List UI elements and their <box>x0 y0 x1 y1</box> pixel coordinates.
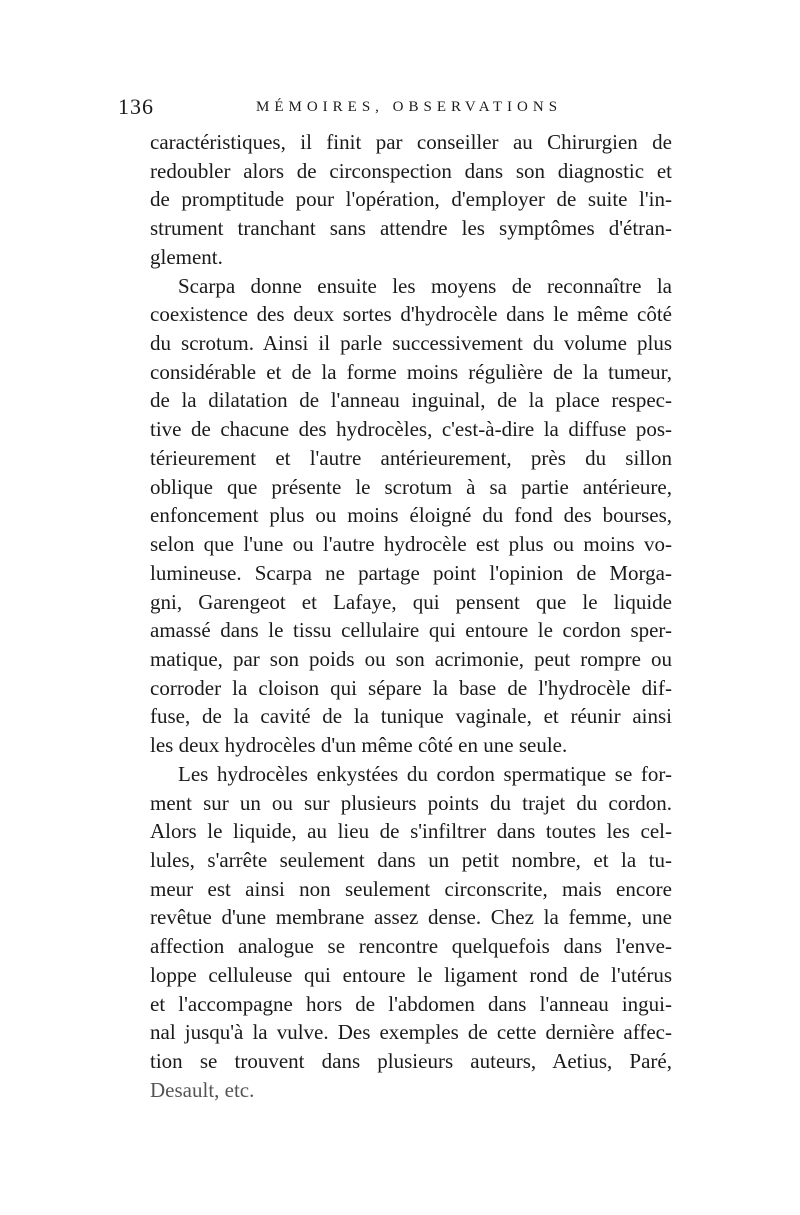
text-line: Desault, etc. <box>150 1077 255 1102</box>
text-line: et l'accompagne hors de l'abdomen dans l'anneau ingui- <box>150 991 672 1016</box>
text-line: de la dilatation de l'anneau inguinal, de la place respec- <box>150 388 672 413</box>
text-line: tive de chacune des hydrocèles, c'est-à-dire la diffuse pos- <box>150 417 672 442</box>
text-line: Les hydrocèles enkystées du cordon spermatique se for- <box>178 761 672 786</box>
text-line: oblique que présente le scrotum à sa partie antérieure, <box>150 474 672 499</box>
text-line: affection analogue se rencontre quelquefois dans l'enve- <box>150 934 672 959</box>
text-line: du scrotum. Ainsi il parle successivement du volume plus <box>150 331 672 356</box>
text-line: coexistence des deux sortes d'hydrocèle dans le même côté <box>150 302 672 327</box>
running-head <box>118 94 678 120</box>
text-line: gni, Garengeot et Lafaye, qui pensent que le liquide <box>150 589 672 614</box>
text-line: selon que l'une ou l'autre hydrocèle est plus ou moins vo- <box>150 532 672 557</box>
text-line: meur est ainsi non seulement circonscrite, mais encore <box>150 876 672 901</box>
text-line: enfoncement plus ou moins éloigné du fond des bourses, <box>150 503 672 528</box>
text-line: considérable et de la forme moins régulière de la tumeur, <box>150 359 672 384</box>
page-number: 136 <box>118 94 154 119</box>
text-line: matique, par son poids ou son acrimonie, peut rompre ou <box>150 646 672 671</box>
text-line: revêtue d'une membrane assez dense. Chez la femme, une <box>150 905 672 930</box>
text-line: amassé dans le tissu cellulaire qui entoure le cordon sper- <box>150 618 672 643</box>
text-line: ment sur un ou sur plusieurs points du trajet du cordon. <box>150 790 672 815</box>
text-line: de promptitude pour l'opération, d'employer de suite l'in- <box>150 187 672 212</box>
text-line: fuse, de la cavité de la tunique vaginale, et réunir ainsi <box>150 704 672 729</box>
text-line: lumineuse. Scarpa ne partage point l'opinion de Morga- <box>150 560 672 585</box>
text-line: térieurement et l'autre antérieurement, près du sillon <box>150 445 672 470</box>
text-line: lules, s'arrête seulement dans un petit nombre, et la tu- <box>150 847 672 872</box>
text-line: redoubler alors de circonspection dans son diagnostic et <box>150 158 672 183</box>
text-line: nal jusqu'à la vulve. Des exemples de cette dernière affec- <box>150 1020 672 1045</box>
text-line: loppe celluleuse qui entoure le ligament rond de l'utérus <box>150 962 672 987</box>
running-title: MÉMOIRES, OBSERVATIONS <box>256 99 563 115</box>
text-line: strument tranchant sans attendre les symptômes d'étran- <box>150 216 672 241</box>
text-line: tion se trouvent dans plusieurs auteurs, Aetius, Paré, <box>150 1049 672 1073</box>
text-line: glement. <box>150 244 223 269</box>
text-line: les deux hydrocèles d'un même côté en une seule. <box>150 733 568 758</box>
text-line: Alors le liquide, au lieu de s'infiltrer dans toutes les cel- <box>150 819 672 844</box>
text-line: Scarpa donne ensuite les moyens de reconnaître la <box>178 273 672 298</box>
text-line: corroder la cloison qui sépare la base de l'hydrocèle dif- <box>150 675 672 700</box>
text-line: caractéristiques, il finit par conseiller au Chirurgien de <box>150 130 672 154</box>
body-text <box>150 128 672 1104</box>
